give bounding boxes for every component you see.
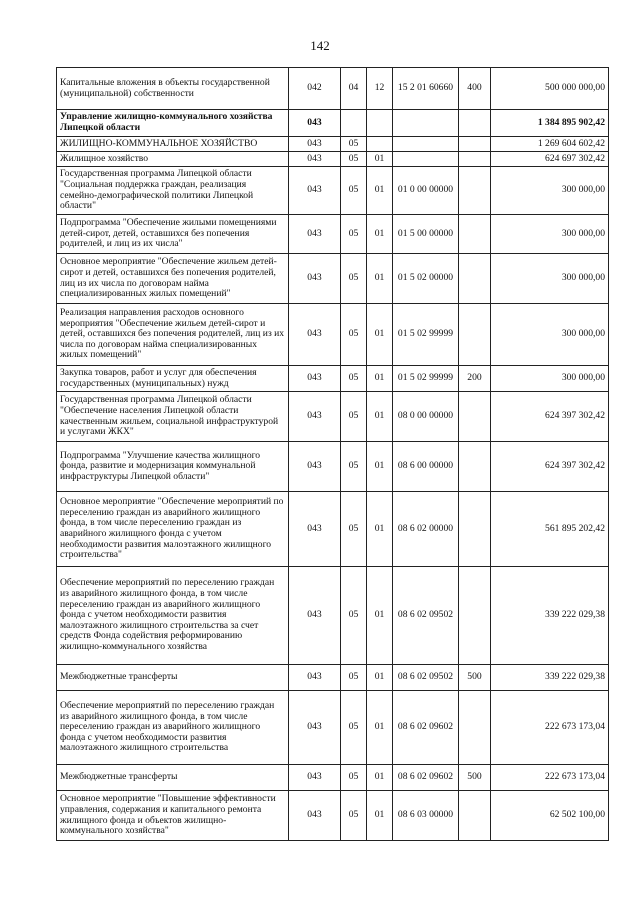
target-article-cell: 08 6 02 09602 [393, 765, 459, 791]
expense-type-cell: 400 [459, 68, 491, 110]
table-row [57, 492, 609, 567]
target-article-cell: 08 6 00 00000 [393, 442, 459, 492]
section-code-cell: 04 [341, 68, 367, 110]
subsection-code-cell: 01 [367, 765, 393, 791]
expense-type-cell [459, 691, 491, 765]
expense-type-cell: 500 [459, 665, 491, 691]
ved-code-cell: 043 [289, 567, 341, 665]
section-code-cell: 05 [341, 304, 367, 366]
subsection-code-cell: 01 [367, 304, 393, 366]
ved-code-cell: 043 [289, 765, 341, 791]
section-code-cell: 05 [341, 152, 367, 167]
ved-code-cell: 042 [289, 68, 341, 110]
ved-code-cell: 043 [289, 167, 341, 215]
amount-cell: 561 895 202,42 [491, 492, 609, 567]
subsection-code-cell: 01 [367, 442, 393, 492]
expense-type-cell [459, 442, 491, 492]
table-row [57, 137, 609, 152]
amount-cell: 339 222 029,38 [491, 567, 609, 665]
row-name-cell: Жилищное хозяйство [57, 152, 289, 167]
ved-code-cell: 043 [289, 215, 341, 254]
ved-code-cell: 043 [289, 304, 341, 366]
expense-type-cell [459, 791, 491, 841]
expense-type-cell: 200 [459, 366, 491, 392]
amount-cell: 222 673 173,04 [491, 691, 609, 765]
ved-code-cell: 043 [289, 492, 341, 567]
ved-code-cell: 043 [289, 254, 341, 304]
expense-type-cell [459, 254, 491, 304]
table-row [57, 567, 609, 665]
section-code-cell: 05 [341, 691, 367, 765]
expense-type-cell [459, 492, 491, 567]
section-code-cell: 05 [341, 791, 367, 841]
row-name-cell: Межбюджетные трансферты [57, 665, 289, 691]
section-code-cell: 05 [341, 665, 367, 691]
amount-cell: 62 502 100,00 [491, 791, 609, 841]
subsection-code-cell [367, 137, 393, 152]
section-code-cell: 05 [341, 765, 367, 791]
amount-cell: 339 222 029,38 [491, 665, 609, 691]
ved-code-cell: 043 [289, 137, 341, 152]
ved-code-cell: 043 [289, 665, 341, 691]
table-row [57, 254, 609, 304]
section-code-cell: 05 [341, 215, 367, 254]
table-row [57, 665, 609, 691]
row-name-cell: Основное мероприятие "Повышение эффективности управления, содержания и капитального ремонта жилищного фонда и объектов жилищно-коммунального хозяйства" [57, 791, 289, 841]
expense-type-cell [459, 392, 491, 442]
amount-cell: 300 000,00 [491, 304, 609, 366]
subsection-code-cell [367, 110, 393, 137]
table-row [57, 304, 609, 366]
row-name-cell: Основное мероприятие "Обеспечение жильем детей-сирот и детей, оставшихся без попечения родителей, лиц из их числа по договорам найма специализированных жилых помещений" [57, 254, 289, 304]
table-row [57, 110, 609, 137]
amount-cell: 300 000,00 [491, 366, 609, 392]
section-code-cell: 05 [341, 567, 367, 665]
subsection-code-cell: 01 [367, 215, 393, 254]
subsection-code-cell: 12 [367, 68, 393, 110]
ved-code-cell: 043 [289, 366, 341, 392]
expense-type-cell [459, 137, 491, 152]
target-article-cell: 01 5 02 99999 [393, 304, 459, 366]
section-code-cell: 05 [341, 366, 367, 392]
target-article-cell: 08 6 02 09502 [393, 665, 459, 691]
target-article-cell [393, 137, 459, 152]
row-name-cell: Реализация направления расходов основного мероприятия "Обеспечение жильем детей-сирот и детей, оставшихся без попечения родителей, лиц из их числа по договорам найма специализированных жилых помещений" [57, 304, 289, 366]
budget-table [56, 67, 609, 841]
row-name-cell: Обеспечение мероприятий по переселению граждан из аварийного жилищного фонда, в том числе переселению граждан из аварийного жилищного фонда с учетом необходимости развития малоэтажного жилищного строительства [57, 691, 289, 765]
page-number: 142 [310, 38, 330, 53]
budget-table-body [57, 68, 609, 841]
target-article-cell: 01 5 00 00000 [393, 215, 459, 254]
amount-cell: 300 000,00 [491, 254, 609, 304]
subsection-code-cell: 01 [367, 366, 393, 392]
section-code-cell: 05 [341, 167, 367, 215]
table-row [57, 791, 609, 841]
expense-type-cell [459, 152, 491, 167]
row-name-cell: ЖИЛИЩНО-КОММУНАЛЬНОЕ ХОЗЯЙСТВО [57, 137, 289, 152]
target-article-cell [393, 110, 459, 137]
amount-cell: 624 697 302,42 [491, 152, 609, 167]
ved-code-cell: 043 [289, 392, 341, 442]
amount-cell: 300 000,00 [491, 167, 609, 215]
table-row [57, 152, 609, 167]
table-row [57, 392, 609, 442]
target-article-cell: 08 6 02 09602 [393, 691, 459, 765]
amount-cell: 624 397 302,42 [491, 442, 609, 492]
row-name-cell: Государственная программа Липецкой области "Обеспечение населения Липецкой области качественным жильем, социальной инфраструктурой и услугами ЖКХ" [57, 392, 289, 442]
table-row [57, 215, 609, 254]
expense-type-cell [459, 304, 491, 366]
row-name-cell: Государственная программа Липецкой области "Социальная поддержка граждан, реализация семейно-демографической политики Липецкой области" [57, 167, 289, 215]
expense-type-cell: 500 [459, 765, 491, 791]
expense-type-cell [459, 110, 491, 137]
subsection-code-cell: 01 [367, 167, 393, 215]
row-name-cell: Подпрограмма "Улучшение качества жилищного фонда, развитие и модернизация коммунальной инфраструктуры Липецкой области" [57, 442, 289, 492]
target-article-cell: 08 6 02 00000 [393, 492, 459, 567]
subsection-code-cell: 01 [367, 665, 393, 691]
table-row [57, 765, 609, 791]
ved-code-cell: 043 [289, 691, 341, 765]
amount-cell: 500 000 000,00 [491, 68, 609, 110]
section-code-cell: 05 [341, 392, 367, 442]
subsection-code-cell: 01 [367, 254, 393, 304]
ved-code-cell: 043 [289, 791, 341, 841]
subsection-code-cell: 01 [367, 691, 393, 765]
amount-cell: 624 397 302,42 [491, 392, 609, 442]
expense-type-cell [459, 167, 491, 215]
row-name-cell: Капитальные вложения в объекты государственной (муниципальной) собственности [57, 68, 289, 110]
table-row [57, 366, 609, 392]
subsection-code-cell: 01 [367, 392, 393, 442]
row-name-cell: Закупка товаров, работ и услуг для обеспечения государственных (муниципальных) нужд [57, 366, 289, 392]
ved-code-cell: 043 [289, 152, 341, 167]
target-article-cell: 08 6 02 09502 [393, 567, 459, 665]
row-name-cell: Управление жилищно-коммунального хозяйства Липецкой области [57, 110, 289, 137]
table-row [57, 167, 609, 215]
ved-code-cell: 043 [289, 110, 341, 137]
subsection-code-cell: 01 [367, 492, 393, 567]
target-article-cell: 01 0 00 00000 [393, 167, 459, 215]
subsection-code-cell: 01 [367, 152, 393, 167]
table-row [57, 442, 609, 492]
expense-type-cell [459, 215, 491, 254]
target-article-cell: 08 0 00 00000 [393, 392, 459, 442]
subsection-code-cell: 01 [367, 791, 393, 841]
amount-cell: 300 000,00 [491, 215, 609, 254]
section-code-cell: 05 [341, 137, 367, 152]
amount-cell: 222 673 173,04 [491, 765, 609, 791]
section-code-cell [341, 110, 367, 137]
target-article-cell: 01 5 02 00000 [393, 254, 459, 304]
target-article-cell: 01 5 02 99999 [393, 366, 459, 392]
expense-type-cell [459, 567, 491, 665]
target-article-cell: 08 6 03 00000 [393, 791, 459, 841]
row-name-cell: Подпрограмма "Обеспечение жилыми помещениями детей-сирот, детей, оставшихся без попечения родителей, и лиц из их числа" [57, 215, 289, 254]
row-name-cell: Межбюджетные трансферты [57, 765, 289, 791]
amount-cell: 1 384 895 902,42 [491, 110, 609, 137]
target-article-cell: 15 2 01 60660 [393, 68, 459, 110]
ved-code-cell: 043 [289, 442, 341, 492]
section-code-cell: 05 [341, 492, 367, 567]
section-code-cell: 05 [341, 442, 367, 492]
subsection-code-cell: 01 [367, 567, 393, 665]
amount-cell: 1 269 604 602,42 [491, 137, 609, 152]
section-code-cell: 05 [341, 254, 367, 304]
table-row [57, 691, 609, 765]
row-name-cell: Обеспечение мероприятий по переселению граждан из аварийного жилищного фонда, в том числе переселению граждан из аварийного жилищного фонда с учетом необходимости развития малоэтажного жилищного строительства за счет средств Фонда содействия реформированию жилищно-коммунального хозяйства [57, 567, 289, 665]
table-row [57, 68, 609, 110]
row-name-cell: Основное мероприятие "Обеспечение мероприятий по переселению граждан из аварийного жилищного фонда, в том числе переселению граждан из аварийного жилищного фонда с учетом необходимости развития малоэтажного жилищного строительства" [57, 492, 289, 567]
target-article-cell [393, 152, 459, 167]
